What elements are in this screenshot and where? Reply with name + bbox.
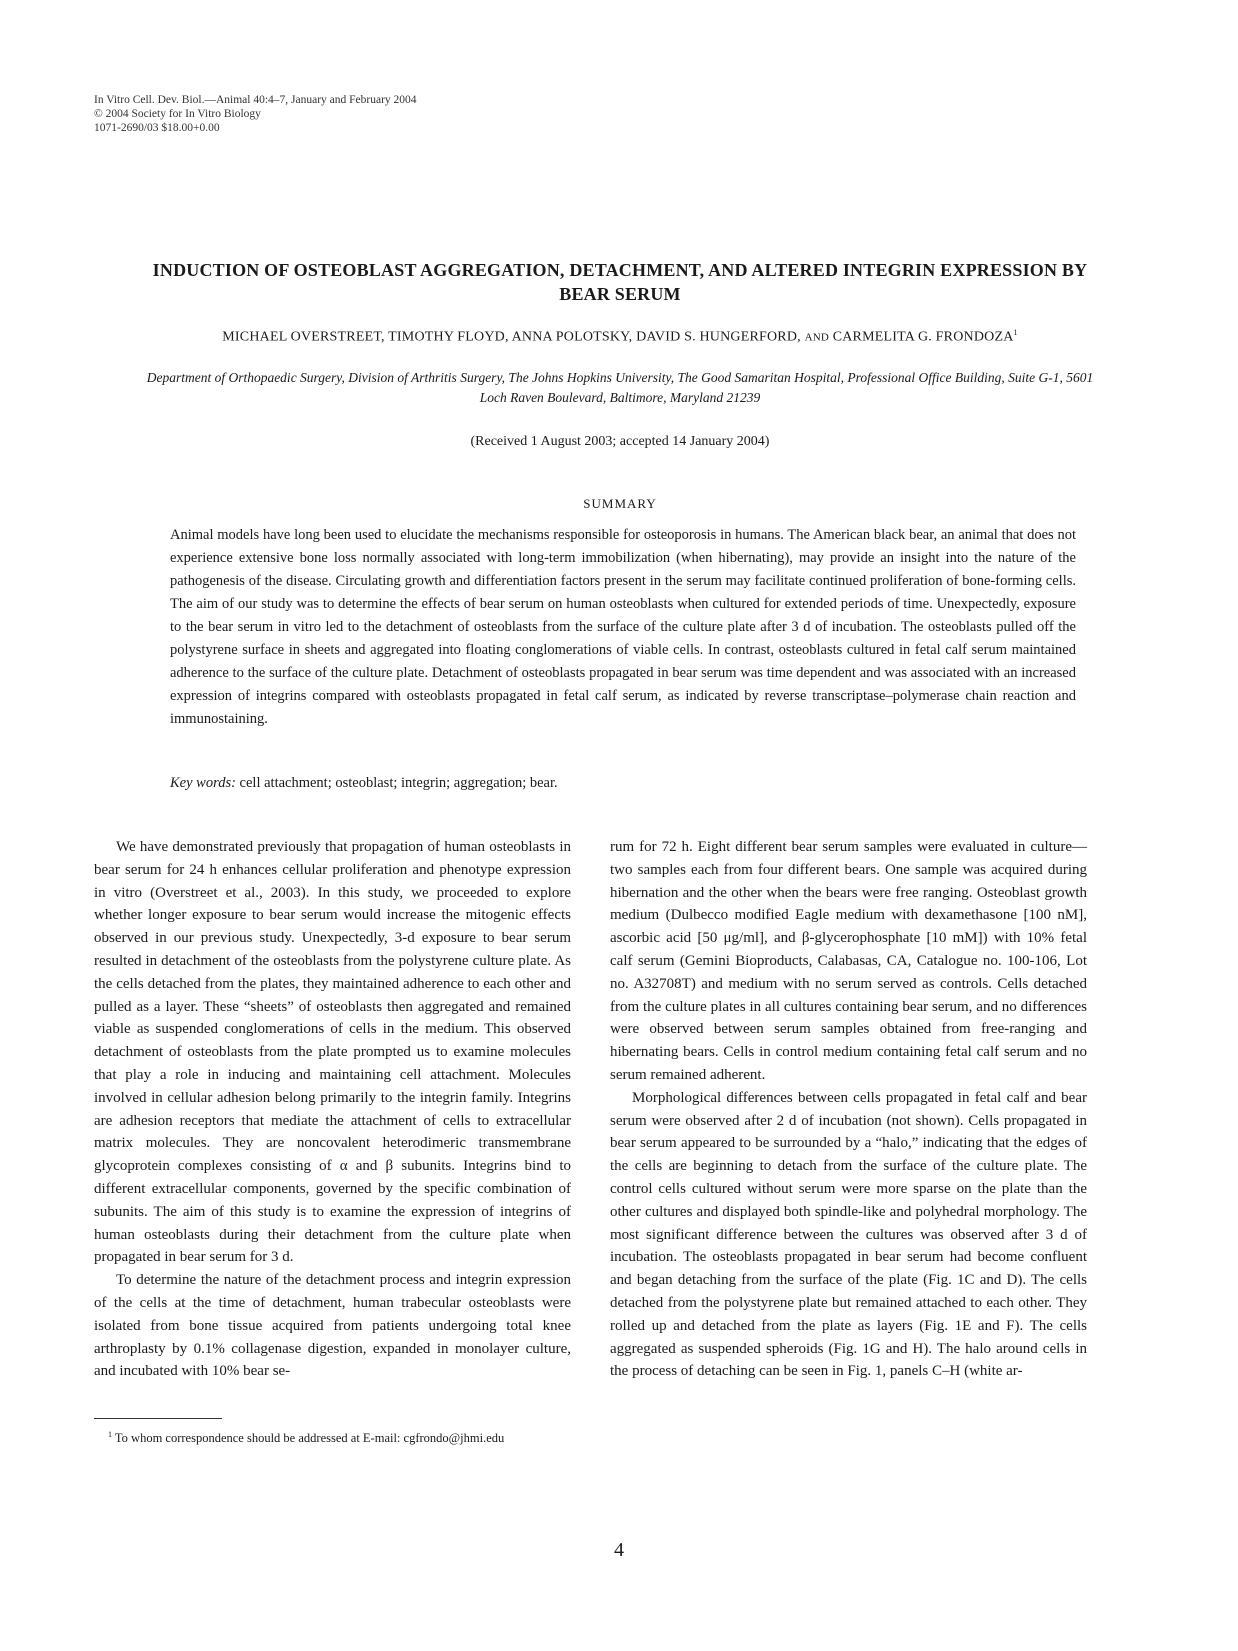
author-list <box>130 328 1110 346</box>
page-number: 4 <box>614 1539 624 1561</box>
footnote-text: To whom correspondence should be addressed at E-mail: cgfrondo@jhmi.edu <box>114 1431 505 1446</box>
journal-citation <box>94 93 417 135</box>
affiliation: Department of Orthopaedic Surgery, Division of Arthritis Surgery, The Johns Hopkins University, The Good Samaritan Hospital, Professional Office Building, Suite G-1, 5601 Loch Raven Boulevard, Baltimore, Maryland 21239 <box>146 370 1094 405</box>
keywords-label: Key words: <box>170 775 236 791</box>
corresponding-author: CARMELITA G. FRONDOZA <box>832 329 1014 345</box>
author-and: AND <box>804 331 829 344</box>
keywords <box>170 775 1076 792</box>
author-names: MICHAEL OVERSTREET, TIMOTHY FLOYD, ANNA POLOTSKY, DAVID S. HUNGERFORD, <box>222 329 801 345</box>
received-dates: (Received 1 August 2003; accepted 14 January 2004) <box>470 434 770 449</box>
summary-text: Animal models have long been used to elucidate the mechanisms responsible for osteoporosis in humans. The American black bear, an animal that does not experience extensive bone loss normally associated with long-term immobilization (when hibernating), may provide an insight into the nature of the pathogenesis of the disease. Circulating growth and differentiation factors present in the serum may facilitate continued proliferation of bone-forming cells. The aim of our study was to determine the effects of bear serum on human osteoblasts when cultured for extended periods of time. Unexpectedly, exposure to the bear serum in vitro led to the detachment of osteoblasts from the surface of the culture plate after 3 d of incubation. The osteoblasts pulled off the polystyrene surface in sheets and aggregated into floating conglomerations of viable cells. In contrast, osteoblasts cultured in fetal calf serum maintained adherence to the surface of the culture plate. Detachment of osteoblasts propagated in bear serum was time dependent and was associated with an increased expression of integrins compared with osteoblasts propagated in fetal calf serum, as indicated by reverse transcriptase–polymerase chain reaction and immunostaining. <box>170 527 1076 727</box>
body-column-left <box>94 836 571 1383</box>
body-paragraph: We have demonstrated previously that propagation of human osteoblasts in bear serum for 24 h enhances cellular proliferation and phenotype expression in vitro (Overstreet et al., 2003). In this study, we proceeded to explore whether longer exposure to bear serum would increase the mitogenic effects observed in our previous study. Unexpectedly, 3-d exposure to bear serum resulted in detachment of the osteoblasts from the polystyrene culture plate. As the cells detached from the plates, they maintained adherence to each other and pulled as a layer. These “sheets” of osteoblasts then aggregated and remained viable as suspended conglomerations of cells in the medium. This observed detachment of osteoblasts from the plate prompted us to examine molecules that play a role in inducing and maintaining cell attachment. Molecules involved in cellular adhesion belong primarily to the integrin family. Integrins are adhesion receptors that mediate the attachment of cells to extracellular matrix molecules. They are noncovalent heterodimeric transmembrane glycoprotein complexes consisting of α and β subunits. Integrins bind to different extracellular components, governed by the specific combination of subunits. The aim of this study is to examine the expression of integrins of human osteoblasts during their detachment from the culture plate when propagated in bear serum for 3 d. <box>94 839 571 1266</box>
body-paragraph: To determine the nature of the detachment process and integrin expression of the cells at the time of detachment, human trabecular osteoblasts were isolated from bone tissue acquired from patients undergoing total knee arthroplasty by 0.1% collagenase digestion, expanded in monolayer culture, and incubated with 10% bear se- <box>94 1272 571 1380</box>
article-title: INDUCTION OF OSTEOBLAST AGGREGATION, DETACHMENT, AND ALTERED INTEGRIN EXPRESSION BY BEAR SERUM <box>152 260 1088 304</box>
body-paragraph: rum for 72 h. Eight different bear serum samples were evaluated in culture—two samples each from four different bears. One sample was acquired during hibernation and the other when the bears were free ranging. Osteoblast growth medium (Dulbecco modified Eagle medium with dexamethasone [100 nM], ascorbic acid [50 μg/ml], and β-glycerophosphate [10 mM]) with 10% fetal calf serum (Gemini Bioproducts, Calabasas, CA, Catalogue no. 100-106, Lot no. A32708T) and medium with no serum served as controls. Cells detached from the culture plates in all cultures containing bear serum, and no differences were observed between serum samples obtained from free-ranging and hibernating bears. Cells in control medium containing fetal calf serum and no serum remained adherent. <box>610 839 1087 1083</box>
journal-citation-line: In Vitro Cell. Dev. Biol.—Animal 40:4–7, January and February 2004 <box>94 94 417 106</box>
footnote-divider <box>94 1418 222 1419</box>
body-column-right <box>610 836 1087 1383</box>
author-footnote-marker: 1 <box>1013 328 1018 337</box>
copyright-line: © 2004 Society for In Vitro Biology <box>94 108 261 120</box>
keywords-text: cell attachment; osteoblast; integrin; aggregation; bear. <box>239 775 558 791</box>
issn-price-line: 1071-2690/03 $18.00+0.00 <box>94 122 220 134</box>
body-paragraph: Morphological differences between cells propagated in fetal calf and bear serum were observed after 2 d of incubation (not shown). Cells propagated in bear serum appeared to be surrounded by a “halo,” indicating that the edges of the cells are beginning to detach from the surface of the culture plate. The control cells cultured without serum were more sparse on the plate than the other cultures and displayed both spindle-like and polyhedral morphology. The most significant difference between the cultures was observed after 3 d of incubation. The osteoblasts propagated in bear serum had become confluent and began detaching from the surface of the plate (Fig. 1C and D). The cells detached from the polystyrene plate but remained attached to each other. They rolled up and detached from the plate as layers (Fig. 1E and F). The cells aggregated as suspended spheroids (Fig. 1G and H). The halo around cells in the process of detaching can be seen in Fig. 1, panels C–H (white ar- <box>610 1089 1087 1380</box>
footnote <box>94 1426 571 1447</box>
footnote-marker: 1 <box>108 1430 112 1439</box>
summary-heading: SUMMARY <box>583 496 657 511</box>
